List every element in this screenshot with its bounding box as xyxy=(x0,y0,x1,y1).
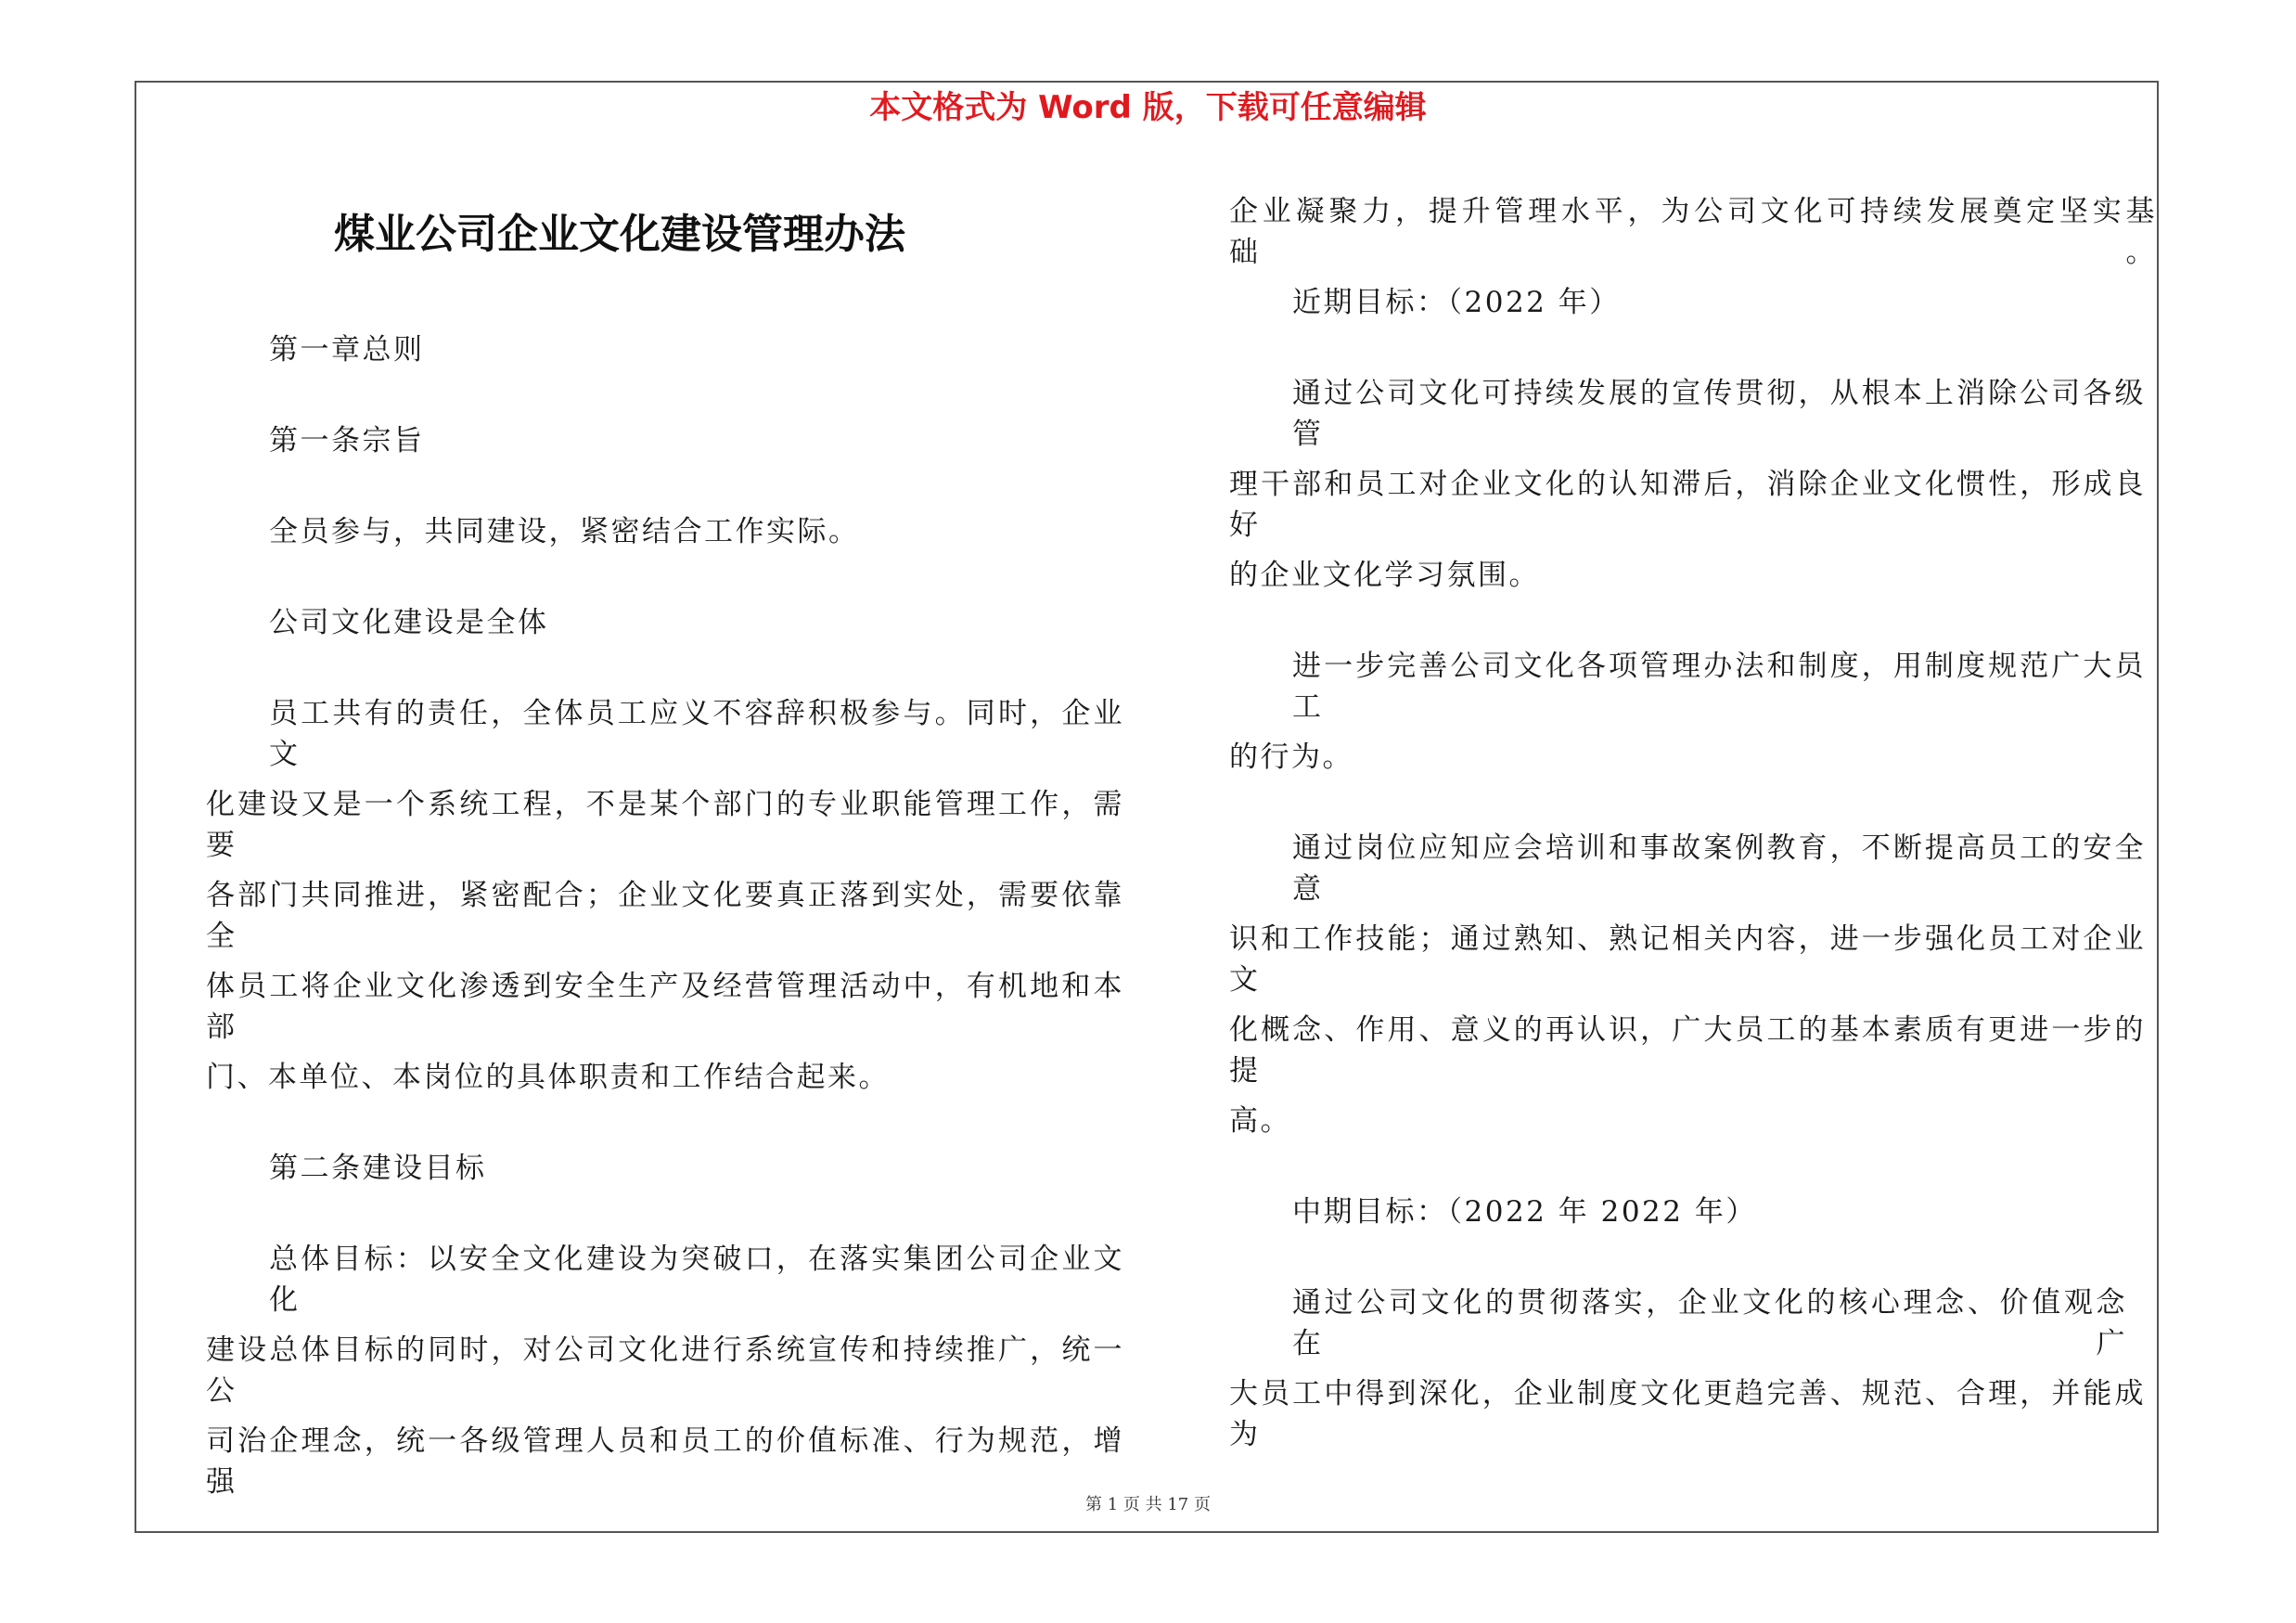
document-title: 煤业公司企业文化建设管理办法 xyxy=(334,211,905,258)
left-line-text: 建设总体目标的同时，对公司文化进行系统宣传和持续推广，统一公 xyxy=(206,1333,1124,1408)
word-format-banner: 本文格式为 Word 版，下载可任意编辑 xyxy=(869,89,1427,126)
left-line-text: 化建设又是一个系统工程，不是某个部门的专业职能管理工作，需要 xyxy=(206,788,1124,862)
right-line-text: 通过公司文化的贯彻落实，企业文化的核心理念、价值观念在广 xyxy=(1292,1286,2127,1360)
left-line-article-1: 第一条宗旨 xyxy=(269,424,425,457)
right-line-text: 高。 xyxy=(1229,1104,1291,1138)
left-line-text: 总体目标：以安全文化建设为突破口，在落实集团公司企业文化 xyxy=(269,1243,1124,1317)
right-line-text: 的行为。 xyxy=(1229,741,1353,774)
left-line-text: 员工共有的责任，全体员工应义不容辞积极参与。同时，企业文 xyxy=(269,697,1124,771)
right-line-short-term-heading: 近期目标：（2022 年） xyxy=(1292,286,1621,319)
right-line-text: 的企业文化学习氛围。 xyxy=(1229,559,1540,592)
left-line-text: 全员参与，共同建设，紧密结合工作实际。 xyxy=(269,515,860,548)
right-line-text: 进一步完善公司文化各项管理办法和制度，用制度规范广大员工 xyxy=(1292,650,2146,724)
right-line-text: 通过岗位应知应会培训和事故案例教育，不断提高员工的安全意 xyxy=(1292,831,2146,906)
left-line-text: 门、本单位、本岗位的具体职责和工作结合起来。 xyxy=(206,1061,890,1094)
left-line-article-2: 第二条建设目标 xyxy=(269,1152,487,1185)
right-line-text: 识和工作技能；通过熟知、熟记相关内容，进一步强化员工对企业文 xyxy=(1229,922,2146,997)
left-line-chapter: 第一章总则 xyxy=(269,333,425,367)
right-line-mid-term-heading: 中期目标：（2022 年 2022 年） xyxy=(1292,1195,1757,1229)
right-line-text: 化概念、作用、意义的再认识，广大员工的基本素质有更进一步的提 xyxy=(1229,1013,2146,1088)
right-line-text: 企业凝聚力，提升管理水平，为公司文化可持续发展奠定坚实基础。 xyxy=(1229,195,2157,269)
left-line-text: 各部门共同推进，紧密配合；企业文化要真正落到实处，需要依靠全 xyxy=(206,879,1124,953)
left-line-text: 体员工将企业文化渗透到安全生产及经营管理活动中，有机地和本部 xyxy=(206,970,1124,1044)
right-line-text: 通过公司文化可持续发展的宣传贯彻，从根本上消除公司各级管 xyxy=(1292,377,2146,451)
left-line-text: 公司文化建设是全体 xyxy=(269,606,549,639)
right-line-text: 大员工中得到深化，企业制度文化更趋完善、规范、合理，并能成为 xyxy=(1229,1377,2146,1451)
left-line-text: 司治企理念，统一各级管理人员和员工的价值标准、行为规范，增强 xyxy=(206,1424,1124,1499)
right-line-text: 理干部和员工对企业文化的认知滞后，消除企业文化惯性，形成良好 xyxy=(1229,468,2146,542)
page-number-footer: 第 1 页 共 17 页 xyxy=(1085,1495,1211,1514)
